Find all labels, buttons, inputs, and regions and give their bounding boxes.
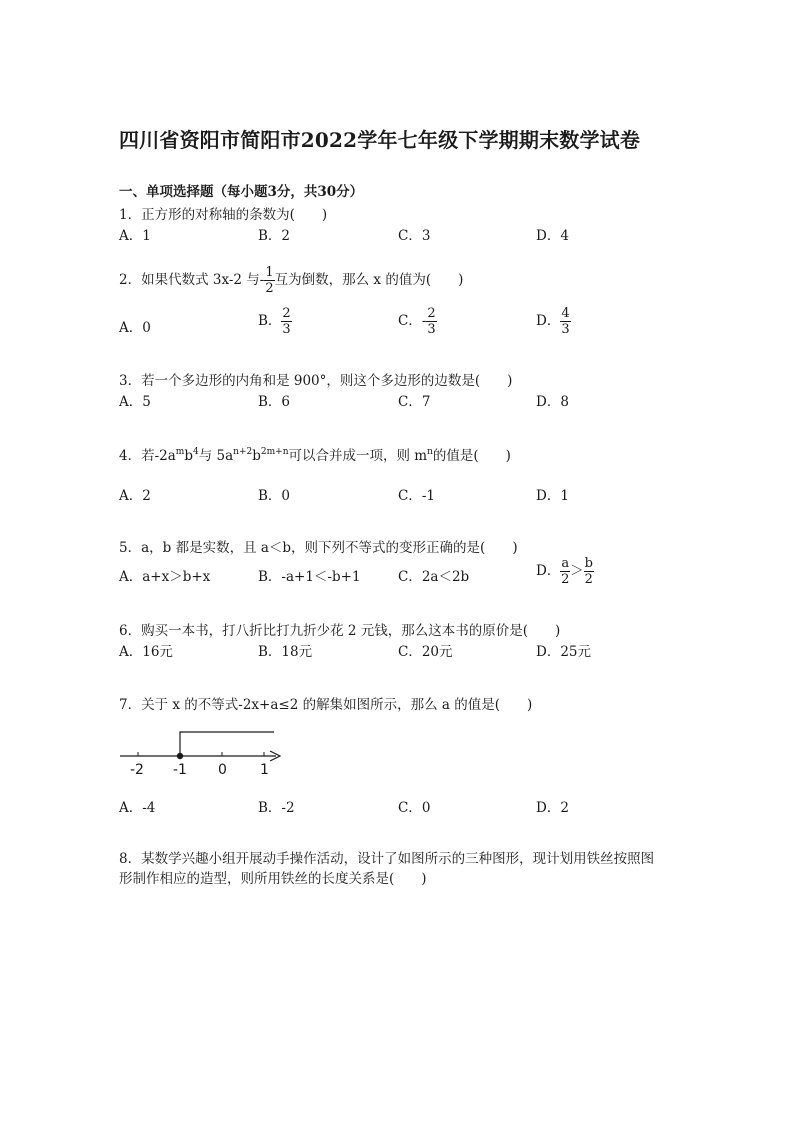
question-8-stem-line2: 形制作相应的造型，则所用铁丝的长度关系是( ) <box>119 871 427 887</box>
q6-option-c: C．20元 <box>398 644 453 660</box>
q2-option-d <box>536 307 571 336</box>
solid-endpoint-dot <box>177 753 183 759</box>
q4-text: b <box>184 448 193 464</box>
q1-option-a: A．1 <box>119 228 151 244</box>
tick-label-minus-2: -2 <box>130 762 144 778</box>
frac-num: b <box>584 556 593 571</box>
frac-den: 3 <box>561 322 570 337</box>
q4-option-c: C．-1 <box>398 488 435 504</box>
q4-sup: n+2 <box>233 447 253 457</box>
page-title: 四川省资阳市简阳市2022学年七年级下学期期末数学试卷 <box>119 128 641 152</box>
q2-option-d-fraction <box>560 307 570 336</box>
q2-option-a: A．0 <box>119 320 151 336</box>
q2-stem-part1: 2．如果代数式 3x-2 与- <box>119 272 265 288</box>
q2-option-b-fraction <box>281 307 291 336</box>
q3-option-a: A．5 <box>119 394 151 410</box>
q2-option-c <box>398 307 437 336</box>
q4-text: 与 5a <box>198 448 234 464</box>
q4-sup: 2m+n <box>260 447 289 457</box>
q1-option-c: C．3 <box>398 228 431 244</box>
q5-option-d-gt: ＞ <box>570 563 584 579</box>
q5-option-d <box>536 557 594 586</box>
frac-num: 2 <box>427 306 436 321</box>
question-6-stem: 6．购买一本书，打八折比打九折少花 2 元钱，那么这本书的原价是( ) <box>119 623 561 639</box>
frac-den: 3 <box>427 322 436 337</box>
q2-stem-frac-num: 1 <box>265 265 274 280</box>
q6-option-d: D．25元 <box>536 644 592 660</box>
q6-option-a: A．16元 <box>119 644 173 660</box>
q2-stem-frac-den: 2 <box>265 281 274 296</box>
question-5-stem: 5．a，b 都是实数，且 a＜b，则下列不等式的变形正确的是( ) <box>119 540 518 556</box>
question-4-stem <box>119 444 511 464</box>
section-heading: 一、单项选择题（每小题3分，共30分） <box>119 184 364 200</box>
q5-option-b: B．-a+1＜-b+1 <box>258 569 361 585</box>
q4-sup: 4 <box>193 447 199 457</box>
q5-option-d-fraction-b <box>584 557 594 586</box>
question-3-stem: 3．若一个多边形的内角和是 900°，则这个多边形的边数是( ) <box>119 373 513 389</box>
q4-sup: n <box>427 447 433 457</box>
tick-label-1: 1 <box>260 762 269 778</box>
q5-option-d-fraction-a <box>560 557 570 586</box>
q4-text: 可以合并成一项，则 m <box>288 448 428 464</box>
q5-option-c: C．2a＜2b <box>398 569 470 585</box>
q3-option-b: B．6 <box>258 394 291 410</box>
question-2-stem <box>119 266 463 295</box>
tick-label-0: 0 <box>218 762 227 778</box>
q2-option-b <box>258 307 292 336</box>
frac-den: 3 <box>282 322 291 337</box>
frac-den: 2 <box>561 572 570 587</box>
q2-stem-part2: 互为倒数，那么 x 的值为( ) <box>274 272 464 288</box>
question-1-stem: 1．正方形的对称轴的条数为( ) <box>119 207 328 223</box>
q2-option-b-label: B． <box>258 313 282 329</box>
q5-option-d-label: D． <box>536 563 561 579</box>
q7-option-a: A．-4 <box>119 800 156 816</box>
solution-ray <box>180 732 274 756</box>
question-7-stem: 7．关于 x 的不等式-2x+a≤2 的解集如图所示，那么 a 的值是( ) <box>119 697 533 713</box>
frac-num: 2 <box>282 306 291 321</box>
q4-option-b: B．0 <box>258 488 291 504</box>
q7-option-b: B．-2 <box>258 800 295 816</box>
frac-num: 4 <box>561 306 570 321</box>
q7-option-c: C．0 <box>398 800 431 816</box>
q4-option-a: A．2 <box>119 488 151 504</box>
q4-text: 的值是( ) <box>432 448 511 464</box>
number-line-figure <box>116 722 288 782</box>
q2-option-d-label: D． <box>536 313 561 329</box>
q2-option-c-fraction <box>426 307 436 336</box>
q3-option-d: D．8 <box>536 394 569 410</box>
q6-option-b: B．18元 <box>258 644 313 660</box>
q5-option-a: A．a+x＞b+x <box>119 569 211 585</box>
q4-text: 4．若-2a <box>119 448 176 464</box>
q2-stem-fraction <box>264 266 274 295</box>
frac-den: 2 <box>584 572 593 587</box>
tick-label-minus-1: -1 <box>173 762 187 778</box>
q1-option-b: B．2 <box>258 228 291 244</box>
q1-option-d: D．4 <box>536 228 569 244</box>
q4-sup: m <box>175 447 185 457</box>
q4-option-d: D．1 <box>536 488 569 504</box>
question-8-stem-line1: 8．某数学兴趣小组开展动手操作活动，设计了如图所示的三种图形，现计划用铁丝按照图 <box>119 851 655 867</box>
q4-text: b <box>252 448 261 464</box>
frac-num: a <box>561 556 570 571</box>
q2-option-c-label: C．- <box>398 313 427 329</box>
q3-option-c: C．7 <box>398 394 431 410</box>
q7-option-d: D．2 <box>536 800 569 816</box>
